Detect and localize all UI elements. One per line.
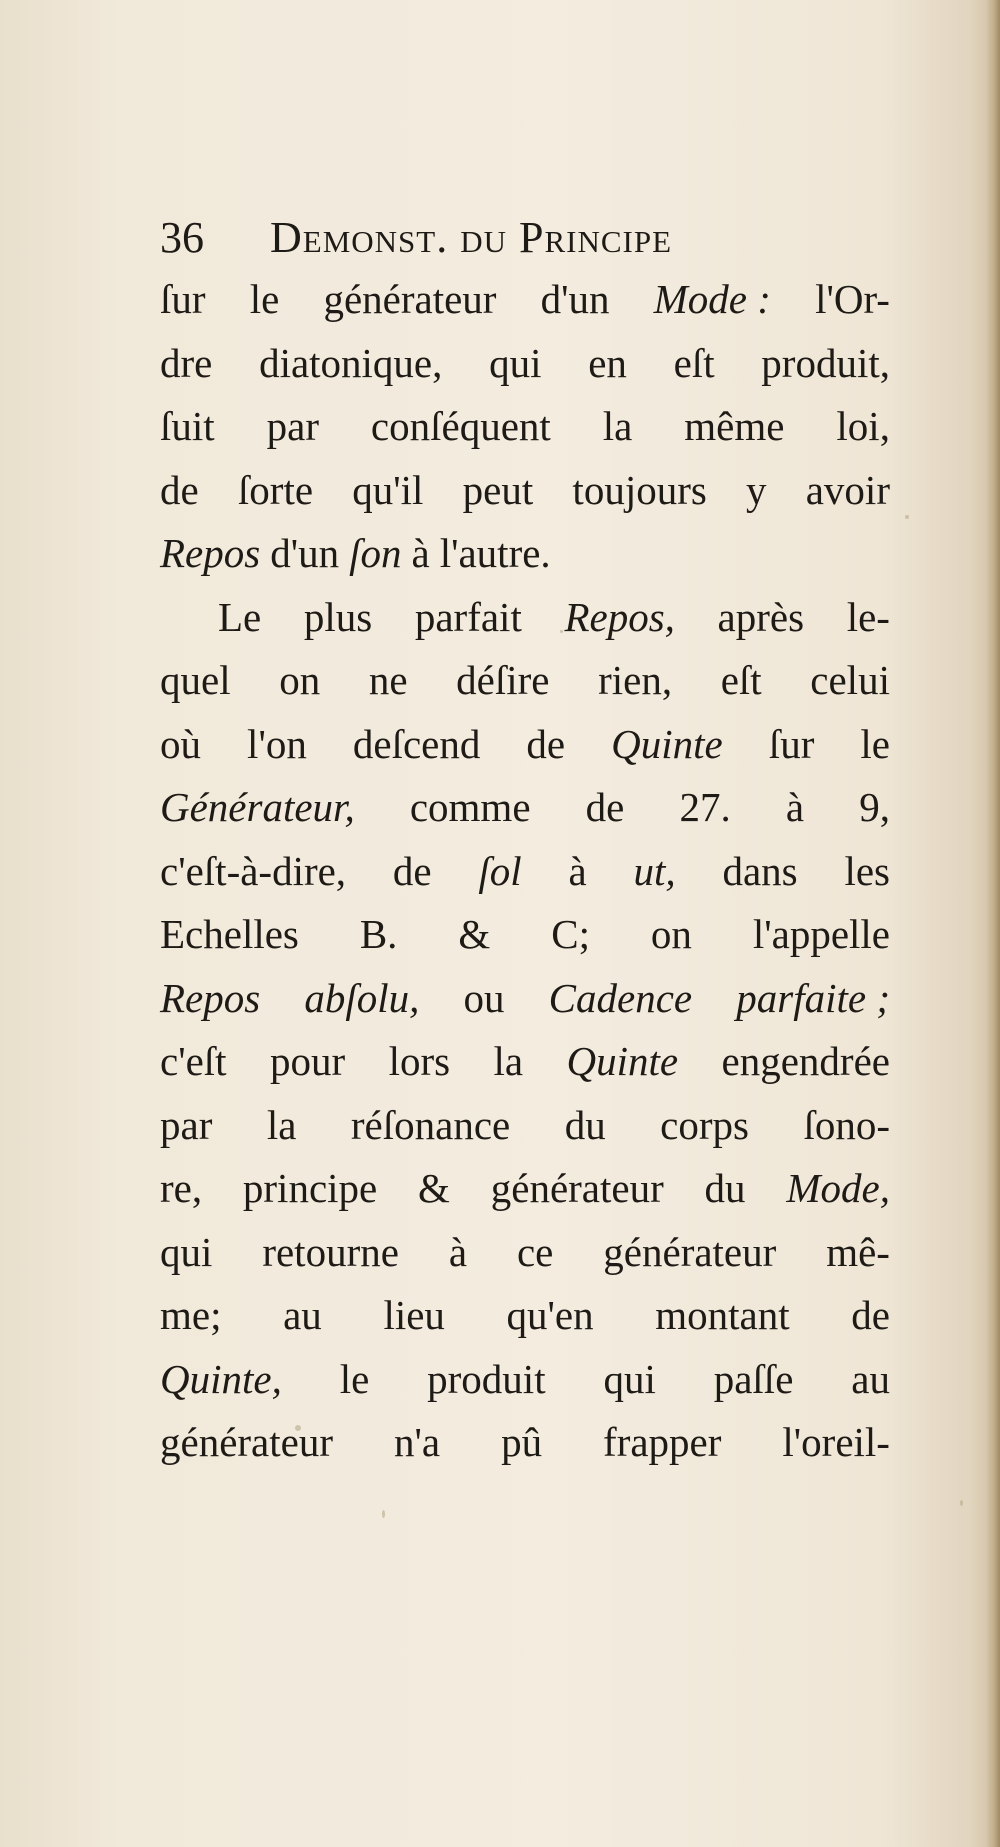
body-text (160, 268, 890, 1475)
text-line (160, 967, 890, 1031)
word: l'appelle (752, 911, 890, 957)
running-head: Demonst. du Principe (270, 213, 673, 262)
word: ſono- (803, 1101, 890, 1148)
word: générateur (490, 1165, 664, 1211)
word: dans (722, 847, 798, 894)
italic-word: Quinte (566, 1038, 679, 1084)
word: Le (218, 593, 262, 640)
word: diatonique, (259, 339, 443, 386)
word: lors (388, 1038, 451, 1084)
word: frapper (603, 1419, 722, 1465)
word: ſur (768, 720, 815, 767)
word: même (684, 403, 785, 449)
italic-word: Cadence (548, 974, 693, 1021)
word: de (160, 466, 199, 513)
text-line (160, 840, 890, 904)
word: au (283, 1292, 322, 1338)
word: au (851, 1355, 890, 1402)
italic-word: abſolu, (304, 974, 420, 1021)
word: produit (427, 1355, 546, 1402)
word: par (266, 403, 319, 449)
word: après (717, 593, 805, 640)
word: par (160, 1101, 213, 1148)
word: l'Or- (815, 276, 890, 322)
italic-word: Générateur, (160, 784, 355, 830)
word: en (588, 339, 627, 386)
italic-word: Mode : (653, 276, 771, 322)
word: & (458, 911, 491, 957)
word: la (602, 403, 633, 449)
word: mê- (826, 1228, 890, 1275)
word: qui (603, 1355, 656, 1402)
word: ne (368, 657, 408, 703)
word: l'autre. (439, 530, 551, 576)
word: du (564, 1101, 606, 1148)
text-line (160, 332, 890, 396)
word: la (266, 1101, 297, 1148)
italic-word: Repos (160, 530, 261, 576)
word: toujours (572, 466, 707, 513)
word: à (568, 847, 587, 894)
paper-speck (905, 515, 909, 519)
word: l'oreil- (782, 1419, 890, 1465)
word: qu'en (506, 1292, 594, 1338)
word: lieu (383, 1292, 445, 1338)
word: l'on (247, 720, 307, 767)
word: principe (242, 1165, 378, 1211)
word: d'un (270, 530, 340, 576)
text-line (160, 776, 890, 840)
word: avoir (805, 466, 890, 513)
text-line (160, 268, 890, 332)
word: Echelles (160, 911, 299, 957)
word: produit, (761, 339, 890, 386)
word: le (860, 720, 890, 767)
word: générateur (603, 1228, 777, 1275)
word: celui (810, 657, 890, 703)
word: on (279, 657, 321, 703)
page-edge-shadow (986, 0, 1000, 1847)
word: réſonance (350, 1101, 511, 1148)
word: déſire (456, 657, 550, 703)
word: C; (551, 911, 590, 957)
word: d'un (540, 276, 610, 322)
word: on (650, 911, 692, 957)
page-number: 36 (160, 213, 204, 262)
word: de (392, 847, 432, 894)
text-line (160, 1094, 890, 1158)
word: c'eſt-à-dire, (160, 847, 347, 894)
word: ſuit (160, 403, 215, 449)
text-line (160, 713, 890, 777)
word: deſcend (352, 720, 481, 767)
text-line (160, 903, 890, 967)
italic-word: ut, (633, 847, 676, 894)
word: à (411, 530, 430, 576)
word: pour (270, 1038, 346, 1084)
word: ſorte (237, 466, 314, 513)
word: le (339, 1355, 370, 1402)
italic-word: ſol (478, 847, 522, 894)
italic-word: Repos (160, 974, 261, 1021)
word: quel (160, 657, 231, 703)
text-line (160, 1411, 890, 1475)
word: comme (409, 784, 531, 830)
word: me; (160, 1292, 222, 1338)
word: plus (303, 593, 373, 640)
word: 9, (859, 784, 890, 830)
word: pû (501, 1419, 543, 1465)
text-line (160, 586, 890, 650)
word: paſſe (713, 1355, 794, 1402)
word: à (785, 784, 805, 830)
word: du (704, 1165, 746, 1211)
word: y (746, 466, 767, 513)
text-line (160, 522, 890, 586)
word: eſt (673, 339, 715, 386)
word: de (526, 720, 566, 767)
word: loi, (836, 403, 890, 449)
word: 27. (679, 784, 731, 830)
word: ce (516, 1228, 554, 1275)
word: qui (489, 339, 542, 386)
word: dre (160, 339, 213, 386)
italic-word: ſon (349, 530, 402, 576)
text-line (160, 1157, 890, 1221)
text-line (160, 649, 890, 713)
word: rien, (598, 657, 673, 703)
word: la (493, 1038, 524, 1084)
word: c'eſt (160, 1038, 227, 1084)
word: ou (463, 974, 505, 1021)
word: B. (359, 911, 398, 957)
word: peut (462, 466, 534, 513)
italic-word: Quinte (611, 720, 723, 767)
paper-speck (382, 1510, 385, 1518)
word: corps (660, 1101, 749, 1148)
word: montant (655, 1292, 790, 1338)
word: qu'il (352, 466, 424, 513)
italic-word: parfaite ; (736, 974, 890, 1021)
word: re, (160, 1165, 203, 1211)
word: à (448, 1228, 468, 1275)
word: n'a (393, 1419, 441, 1465)
text-line (160, 395, 890, 459)
word: ſur (160, 276, 206, 322)
text-line (160, 1030, 890, 1094)
word: eſt (720, 657, 762, 703)
word: conſéquent (370, 403, 551, 449)
word: engendrée (721, 1038, 890, 1084)
italic-word: Quinte, (160, 1355, 282, 1402)
word: générateur (323, 276, 497, 322)
word: retourne (262, 1228, 399, 1275)
word: générateur (160, 1419, 333, 1465)
page-header (160, 210, 880, 266)
paper-speck (960, 1500, 963, 1506)
word: où (160, 720, 201, 767)
word: qui (160, 1228, 213, 1275)
text-line (160, 1284, 890, 1348)
italic-word: Repos, (564, 593, 675, 640)
word: le (249, 276, 280, 322)
word: les (844, 847, 890, 894)
word: le- (846, 593, 890, 640)
text-line (160, 459, 890, 523)
text-line (160, 1348, 890, 1412)
word: & (418, 1165, 450, 1211)
word: parfait (414, 593, 522, 640)
text-line (160, 1221, 890, 1285)
italic-word: Mode, (786, 1165, 890, 1211)
word: de (851, 1292, 890, 1338)
word: de (585, 784, 625, 830)
